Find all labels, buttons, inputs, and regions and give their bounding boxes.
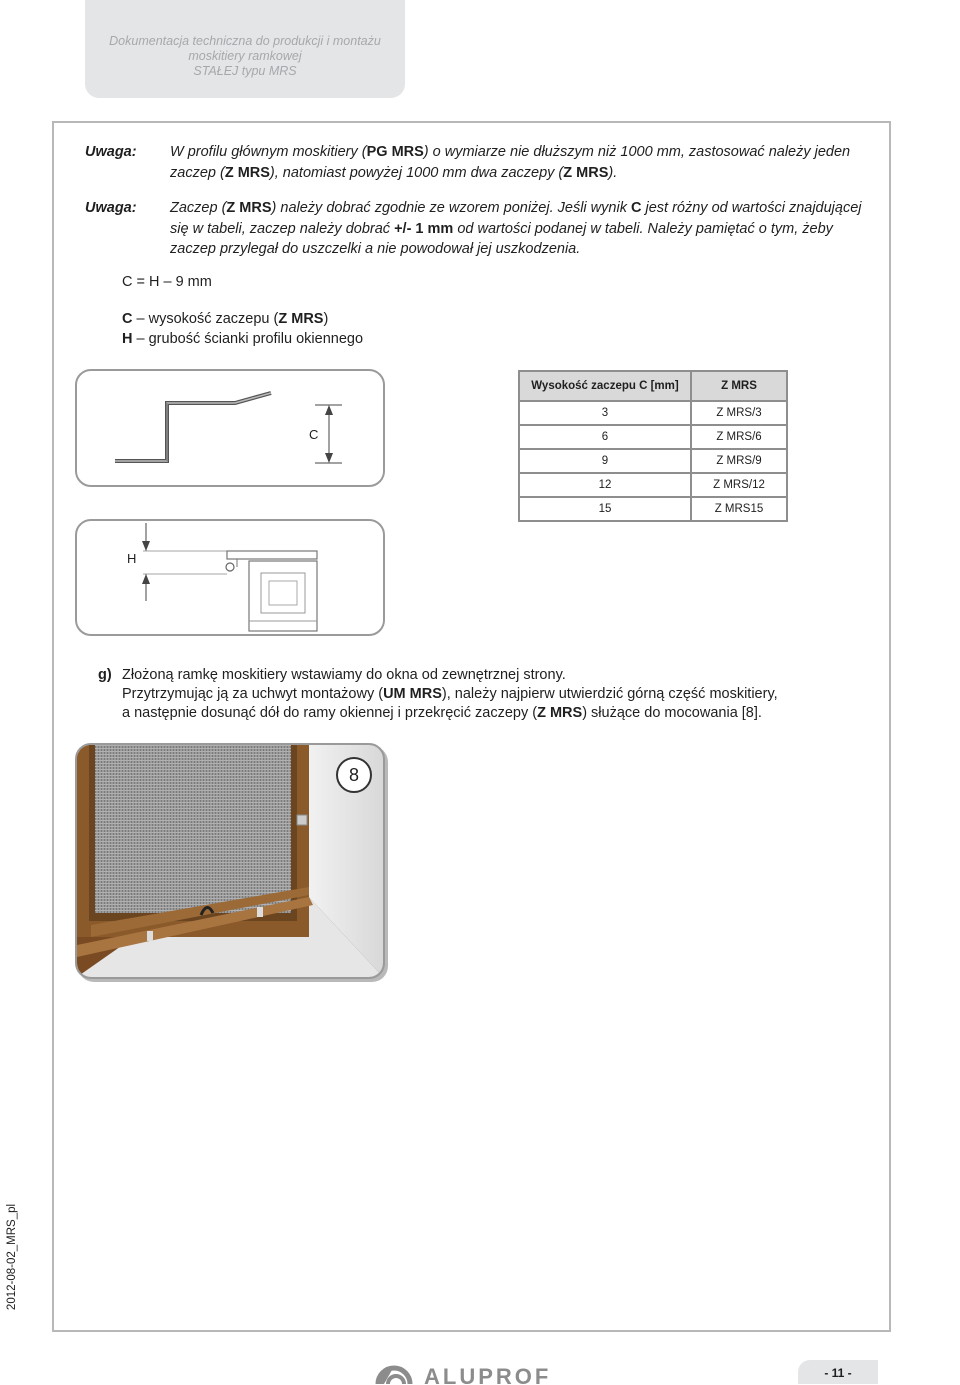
page-number: - 11 - [798,1360,878,1384]
note-2-text: Zaczep (Z MRS) należy dobrać zgodnie ze wzorem poniżej. Jeśli wynik C jest różny od wartości znajdującej się w tabeli, zaczep należy dobrać +/- 1 mm od wartości podanej w tabeli. Należy pamiętać o tym, żeby zaczep przylegał do uszczelki a nie powodował jej uszkodzenia. [170,200,862,257]
table-row [519,473,787,497]
header-line-2: moskitiery ramkowej [188,49,302,63]
note-1-label: Uwaga: [85,144,137,160]
photo-badge: 8 [336,757,372,793]
step-g-label: g) [98,667,112,683]
header-line-3: STAŁEJ typu MRS [193,64,297,78]
table-row [519,497,787,521]
aluprof-logo-mark [374,1348,574,1385]
step-g-text [122,666,882,723]
table-header-code: Z MRS [691,371,787,401]
legend-c: C – wysokość zaczepu (Z MRS) [122,311,329,327]
table-cell-code: Z MRS15 [691,497,787,521]
note-1-text: W profilu głównym moskitiery (PG MRS) o wymiarze nie dłuższym niż 1000 mm, zastosować należy jeden zaczep (Z MRS), natomiast powyżej 1000 mm dwa zaczepy (Z MRS). [170,144,851,181]
legend-h: H – grubość ścianki profilu okiennego [122,331,364,347]
aluprof-logo [374,1348,574,1385]
table-row [519,401,787,425]
hook-profile-drawing [77,371,383,485]
window-profile-diagram [75,519,385,636]
document-code: 2012-08-02_MRS_pl [6,1203,18,1311]
note-1 [85,142,851,184]
table-cell-height: 12 [519,473,691,497]
header-tab [85,0,405,98]
hook-selection-table [518,370,788,522]
table-header-height: Wysokość zaczepu C [mm] [519,371,691,401]
note-2 [85,198,862,260]
table-cell-height: 15 [519,497,691,521]
step-g-line-1: Złożoną ramkę moskitiery wstawiamy do okna od zewnętrznej strony. [122,667,566,683]
formula: C = H – 9 mm [122,274,212,290]
content-frame [52,121,891,1332]
table-cell-height: 6 [519,425,691,449]
hook-profile-diagram [75,369,385,487]
table-row [519,425,787,449]
header-line-1: Dokumentacja techniczna do produkcji i montażu [109,34,381,48]
aluprof-logo-text: ALUPROF [424,1364,552,1385]
table-cell-height: 9 [519,449,691,473]
table-row [519,449,787,473]
table-header-row [519,371,787,401]
c-dimension-label: C [309,427,319,442]
h-dimension-label: H [127,551,137,566]
note-2-label: Uwaga: [85,200,137,216]
window-profile-drawing [77,521,383,634]
table-cell-code: Z MRS/3 [691,401,787,425]
table-cell-height: 3 [519,401,691,425]
table-cell-code: Z MRS/6 [691,425,787,449]
step-g-line-3: a następnie dosunąć dół do ramy okiennej i przekręcić zaczepy (Z MRS) służące do mocowania [8]. [122,705,762,721]
table-cell-code: Z MRS/9 [691,449,787,473]
table-cell-code: Z MRS/12 [691,473,787,497]
step-g-line-2: Przytrzymując ją za uchwyt montażowy (UM MRS), należy najpierw utwierdzić górną część moskitiery, [122,686,778,702]
